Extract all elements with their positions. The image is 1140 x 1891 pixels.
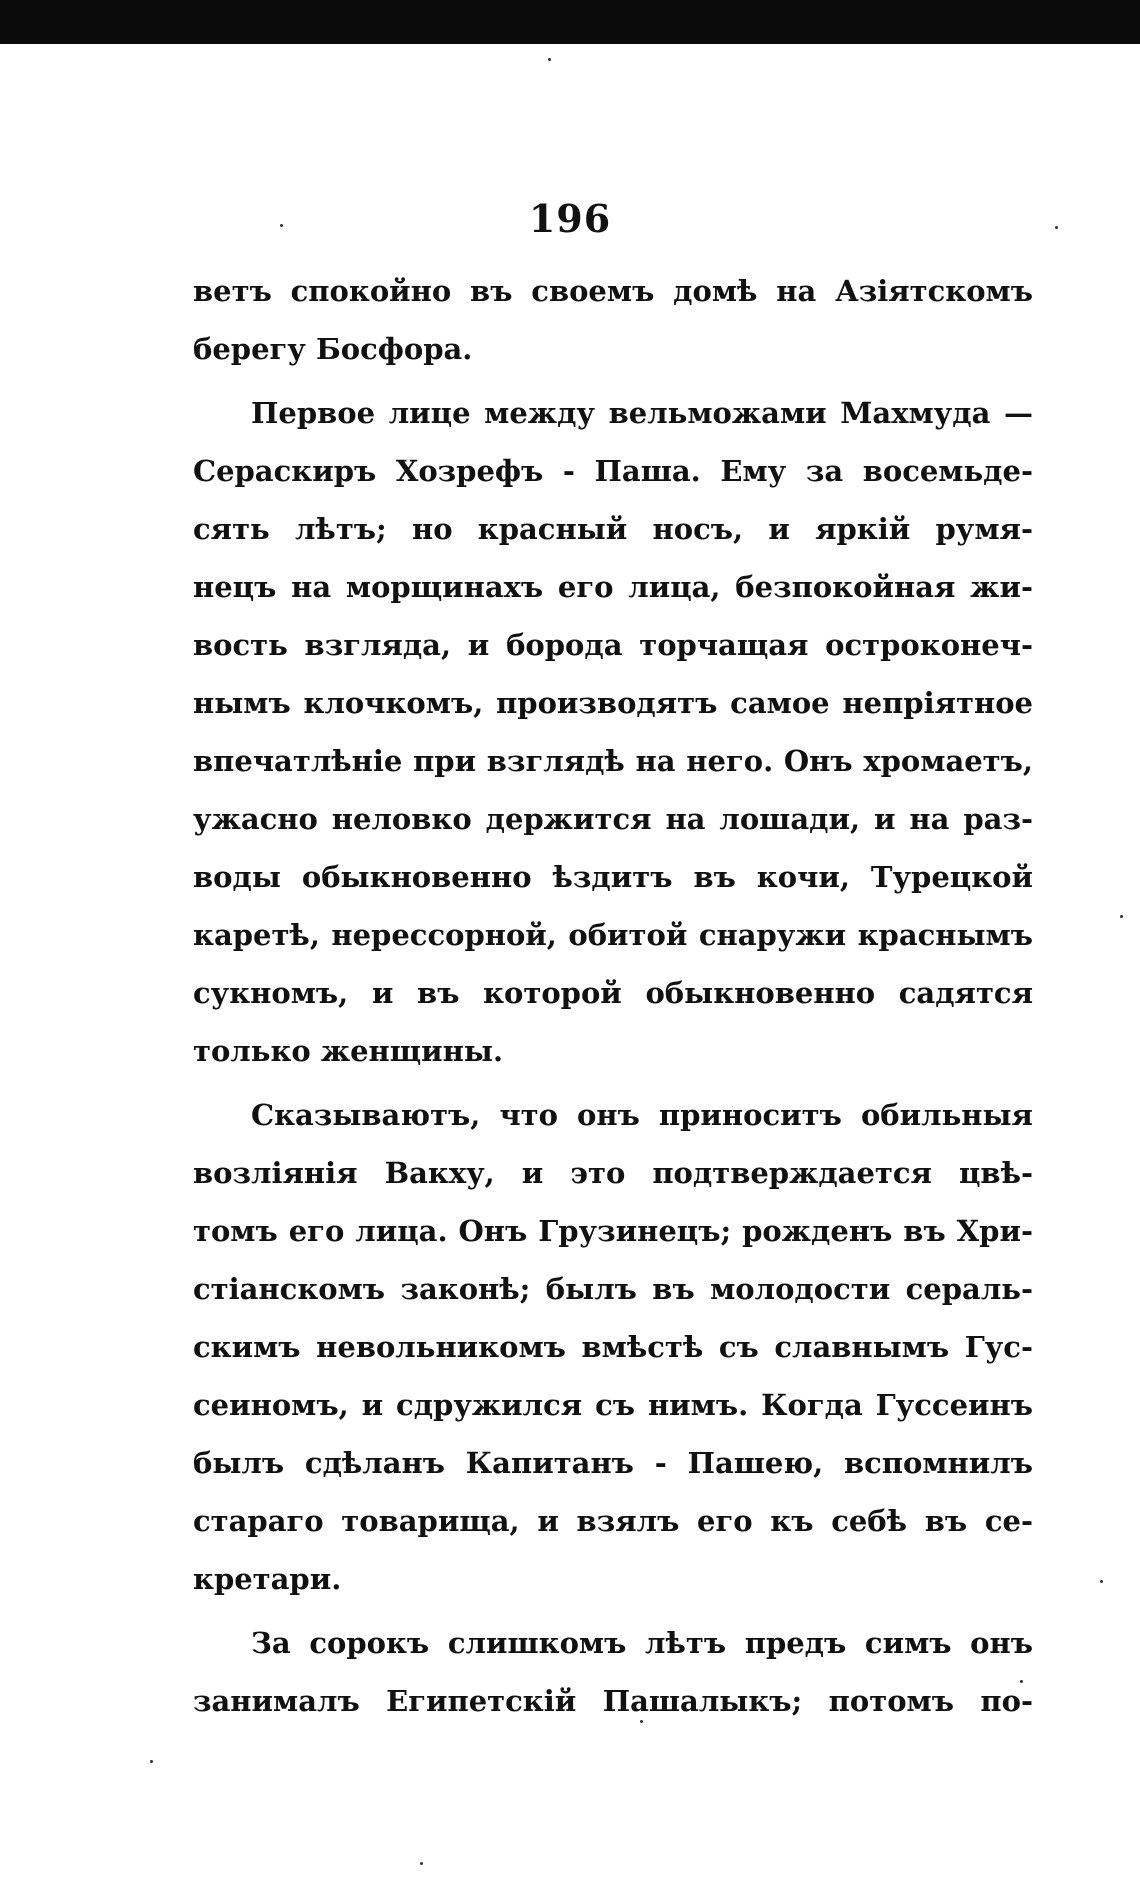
text-line: нецъ на морщинахъ его лица, безпокойная жи- — [193, 570, 1033, 604]
text-line: Сказываютъ, что онъ приноситъ обильныя — [251, 1098, 1033, 1132]
scan-top-border — [0, 0, 1140, 44]
scan-speck — [1120, 915, 1123, 918]
text-line: сять лѣтъ; но красный носъ, и яркій румя- — [193, 512, 1033, 546]
text-line: возліянія Вакху, и это подтверждается цвѣ- — [193, 1156, 1033, 1190]
text-line: былъ сдѣланъ Капитанъ - Пашею, вспомнилъ — [193, 1446, 1033, 1480]
paragraph-4 — [193, 1614, 1033, 1730]
page-number: 196 — [528, 196, 612, 241]
body-text — [193, 262, 1033, 1730]
text-line: сеиномъ, и сдружился съ нимъ. Когда Гуссеинъ — [193, 1388, 1033, 1422]
scan-speck — [280, 224, 283, 227]
text-line: Первое лице между вельможами Махмуда — — [251, 396, 1033, 430]
text-line: воды обыкновенно ѣздитъ въ кочи, Турецкой — [193, 860, 1033, 894]
text-line: только женщины. — [193, 1034, 504, 1068]
text-line: томъ его лица. Онъ Грузинецъ; рожденъ въ Хри- — [193, 1214, 1033, 1248]
text-line: стіанскомъ законѣ; былъ въ молодости сераль- — [193, 1272, 1033, 1306]
text-line: скимъ невольникомъ вмѣстѣ съ славнымъ Гус- — [193, 1330, 1033, 1364]
paragraph-3 — [193, 1086, 1033, 1608]
scan-speck — [640, 1720, 643, 1723]
text-line: нымъ клочкомъ, производятъ самое непріятное — [193, 686, 1033, 720]
text-line: ветъ спокойно въ своемъ домѣ на Азіятскомъ — [193, 274, 1033, 308]
text-line: занималъ Египетскій Пашалыкъ; потомъ по- — [193, 1684, 1033, 1718]
text-line: стараго товарища, и взялъ его къ себѣ въ се- — [193, 1504, 1033, 1538]
scan-speck — [1055, 226, 1058, 229]
text-line: каретѣ, нерессорной, обитой снаружи краснымъ — [193, 918, 1033, 952]
text-line: ужасно неловко держится на лошади, и на раз- — [193, 802, 1033, 836]
scan-speck — [1100, 1580, 1103, 1583]
text-line: Сераскиръ Хозрефъ - Паша. Ему за восемьде- — [193, 454, 1033, 488]
text-line: впечатлѣніе при взглядѣ на него. Онъ хромаетъ, — [193, 744, 1033, 778]
text-line: вость взгляда, и борода торчащая остроконеч- — [193, 628, 1033, 662]
paragraph-1 — [193, 262, 1033, 378]
scan-speck — [150, 1760, 153, 1763]
scan-speck — [548, 58, 551, 61]
text-line: сукномъ, и въ которой обыкновенно садятся — [193, 976, 1033, 1010]
text-line: кретари. — [193, 1562, 342, 1596]
scan-speck — [1020, 1680, 1023, 1683]
text-line: За сорокъ слишкомъ лѣтъ предъ симъ онъ — [251, 1626, 1033, 1660]
paragraph-2 — [193, 384, 1033, 1080]
text-line: берегу Босфора. — [193, 332, 473, 366]
scan-speck — [420, 1862, 423, 1865]
